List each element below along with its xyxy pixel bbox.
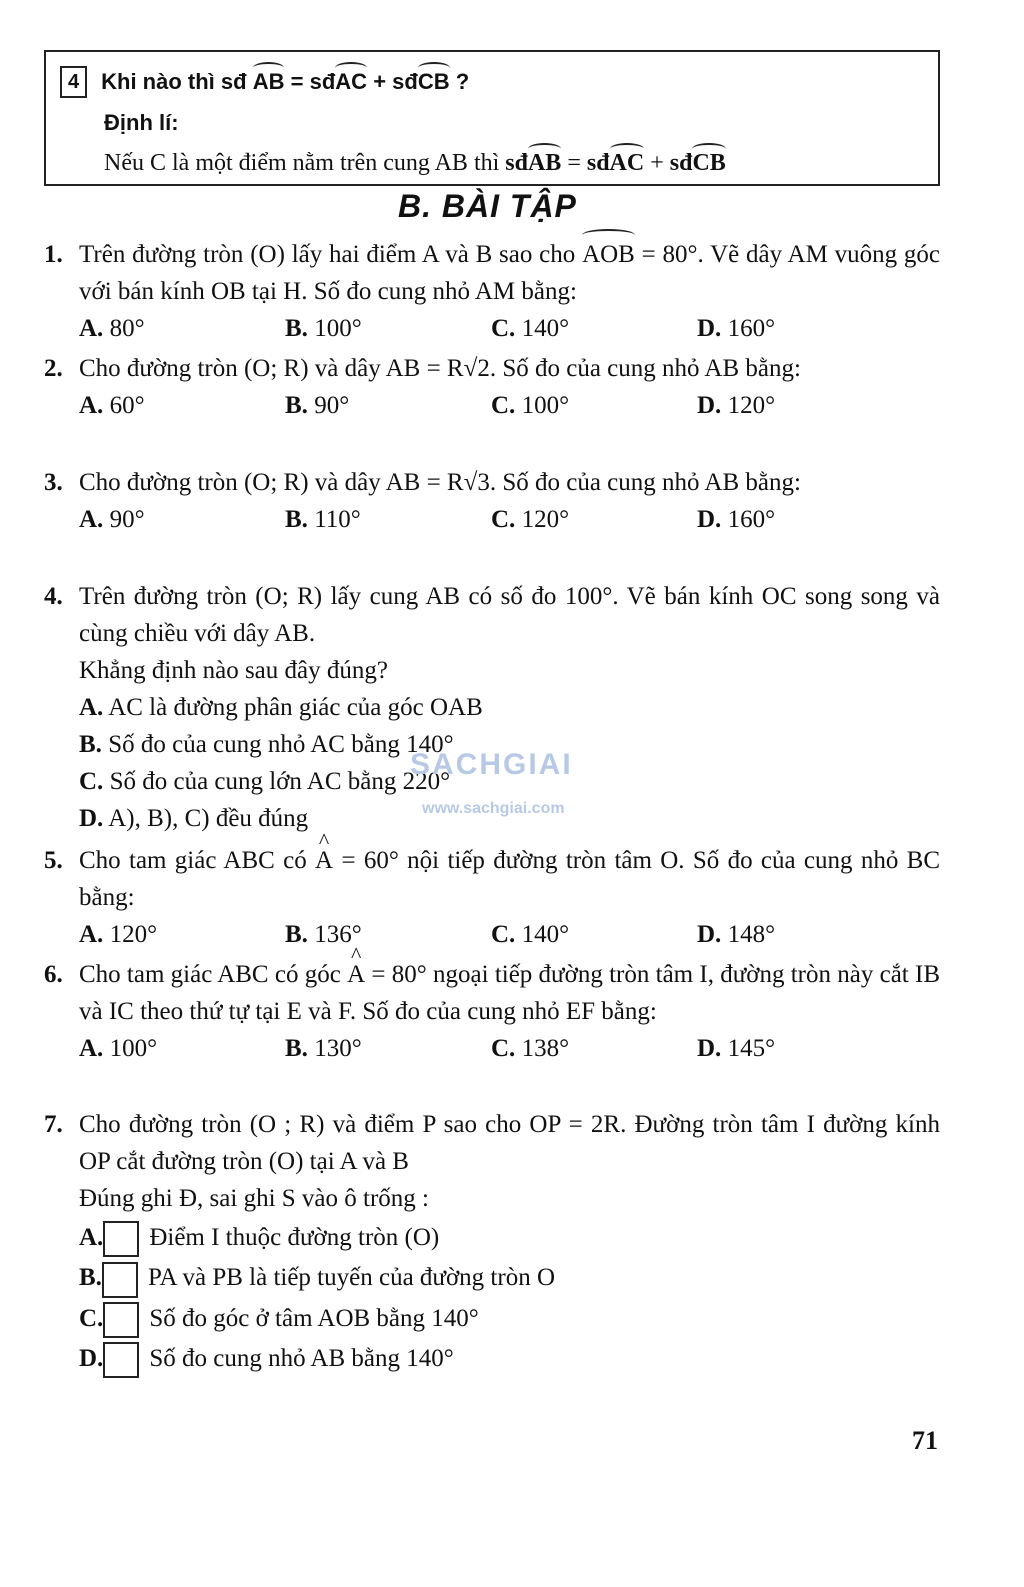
question-prompt: Đúng ghi Đ, sai ghi S vào ô trống : xyxy=(79,1185,429,1212)
option-value: 110° xyxy=(314,506,361,533)
theorem-label: Định lí: xyxy=(104,110,179,135)
arc-ab: AB xyxy=(527,150,562,176)
option-label: A. xyxy=(79,315,104,342)
question-text-part: Cho tam giác ABC có góc xyxy=(79,961,341,988)
option-b xyxy=(285,1030,491,1067)
option-value: 140° xyxy=(521,315,570,342)
option-label: C. xyxy=(491,921,516,948)
section-title: B. BÀI TẬP xyxy=(398,188,577,224)
option-label: B. xyxy=(79,731,102,758)
box-number: 4 xyxy=(60,66,87,98)
option-value: 90° xyxy=(314,392,350,419)
option-b xyxy=(285,916,491,953)
page-number: 71 xyxy=(912,1426,938,1455)
option-b xyxy=(79,1259,940,1297)
option-value: 90° xyxy=(109,506,145,533)
sd-label: sđ xyxy=(309,69,336,94)
answer-checkbox[interactable] xyxy=(102,1262,138,1298)
option-b xyxy=(285,501,491,538)
option-value: 100° xyxy=(521,392,570,419)
option-a xyxy=(79,310,285,347)
sd-label: sđ xyxy=(669,150,693,176)
answer-checkbox[interactable] xyxy=(103,1302,139,1338)
box-question xyxy=(60,66,469,98)
angle-a: ^ A xyxy=(347,956,365,993)
question-3 xyxy=(44,464,940,538)
option-value: 80° xyxy=(109,315,145,342)
question-1 xyxy=(44,236,940,347)
option-d xyxy=(697,916,903,953)
option-value: 100° xyxy=(314,315,362,342)
option-label: B. xyxy=(285,921,308,948)
watermark-url: www.sachgiai.com xyxy=(422,800,565,817)
option-value: 140° xyxy=(521,921,570,948)
eq-sign: = xyxy=(567,150,581,176)
option-value: Số đo cung nhỏ AB bằng 140° xyxy=(149,1344,454,1372)
option-a xyxy=(79,501,285,538)
option-c xyxy=(491,387,697,424)
plus-sign: + xyxy=(650,150,664,176)
question-text-part: = 60° nội tiếp đường tròn tâm O. Số đo của cung nhỏ BC bằng: xyxy=(79,847,941,911)
question-text xyxy=(79,236,940,310)
option-value: AC là đường phân giác của góc OAB xyxy=(108,694,483,721)
option-b xyxy=(285,310,491,347)
option-label: A. xyxy=(79,1224,104,1251)
option-label: C. xyxy=(491,392,516,419)
option-label: C. xyxy=(79,768,104,795)
option-b xyxy=(285,387,491,424)
option-label: B. xyxy=(285,315,308,342)
question-text: Cho đường tròn (O; R) và dây AB = R√3. Số đo của cung nhỏ AB bằng: xyxy=(79,469,801,496)
option-label: C. xyxy=(491,1035,516,1062)
question-text-part: = 80°. Vẽ dây AM vuông góc với bán kính OB tại H. Số đo cung nhỏ AM bằng: xyxy=(79,241,941,305)
question-7 xyxy=(44,1106,940,1378)
option-value: 60° xyxy=(109,392,145,419)
question-number: 5. xyxy=(44,847,63,874)
question-5 xyxy=(44,842,940,953)
option-label: D. xyxy=(697,392,722,419)
options-row xyxy=(79,387,940,424)
question-6 xyxy=(44,956,940,1067)
question-number: 6. xyxy=(44,961,63,988)
watermark xyxy=(410,748,573,818)
option-label: C. xyxy=(491,506,516,533)
question-prompt: Khẳng định nào sau đây đúng? xyxy=(79,657,388,684)
option-label: B. xyxy=(285,506,308,533)
sd-label: sđ xyxy=(392,69,418,94)
arc-aob: AOB xyxy=(582,236,635,273)
question-text: Cho đường tròn (O; R) và dây AB = R√2. Số đo của cung nhỏ AB bằng: xyxy=(79,355,801,382)
option-label: A. xyxy=(79,392,104,419)
option-label: B. xyxy=(79,1264,102,1292)
option-a xyxy=(79,1219,940,1257)
option-d xyxy=(697,1030,903,1067)
box-question-prefix: Khi nào thì sđ xyxy=(101,69,247,94)
option-a xyxy=(79,916,285,953)
theorem-text xyxy=(104,150,726,177)
arc-ab: AB xyxy=(252,69,285,94)
options-row xyxy=(79,310,940,347)
theorem-sentence: Nếu C là một điểm nằm trên cung AB thì xyxy=(104,150,500,176)
option-value: 120° xyxy=(521,506,570,533)
question-number: 3. xyxy=(44,469,63,496)
watermark-logo: SACHGIAI xyxy=(410,748,573,781)
option-d xyxy=(697,310,903,347)
option-value: Số đo của cung nhỏ AC bằng 140° xyxy=(108,731,454,758)
option-value: Số đo của cung lớn AC bằng 220° xyxy=(109,768,451,795)
option-a xyxy=(79,689,940,726)
question-text: Cho đường tròn (O ; R) và điểm P sao cho OP = 2R. Đường tròn tâm I đường kính OP cắt đường tròn (O) tại A và B xyxy=(79,1111,940,1175)
option-label: B. xyxy=(285,1035,308,1062)
option-label: A. xyxy=(79,506,104,533)
option-label: D. xyxy=(697,921,722,948)
question-number: 7. xyxy=(44,1111,63,1138)
eq-sign: = xyxy=(290,69,304,94)
option-label: A. xyxy=(79,921,104,948)
option-a xyxy=(79,387,285,424)
option-c xyxy=(491,916,697,953)
option-label: D. xyxy=(697,506,722,533)
option-label: B. xyxy=(285,392,308,419)
option-value: A), B), C) đều đúng xyxy=(108,805,309,832)
theorem-box xyxy=(44,50,940,186)
question-text xyxy=(79,956,940,1030)
option-c xyxy=(79,1300,940,1338)
arc-cb: CB xyxy=(417,69,450,94)
option-value: 130° xyxy=(314,1035,362,1062)
question-text xyxy=(79,842,940,916)
option-label: C. xyxy=(491,315,516,342)
option-value: PA và PB là tiếp tuyến của đường tròn O xyxy=(147,1264,556,1292)
option-label: A. xyxy=(79,694,104,721)
answer-checkbox[interactable] xyxy=(103,1342,139,1378)
option-value: Điểm I thuộc đường tròn (O) xyxy=(149,1224,440,1251)
option-label: D. xyxy=(79,1344,104,1372)
option-c xyxy=(491,1030,697,1067)
angle-a: ^ A xyxy=(315,842,333,879)
option-value: 100° xyxy=(109,1035,158,1062)
arc-cb: CB xyxy=(692,150,726,176)
option-value: Số đo góc ở tâm AOB bằng 140° xyxy=(149,1304,479,1332)
option-d xyxy=(697,501,903,538)
options-row xyxy=(79,501,940,538)
option-d xyxy=(697,387,903,424)
question-text-part: Trên đường tròn (O) lấy hai điểm A và B sao cho xyxy=(79,241,576,268)
option-value: 138° xyxy=(521,1035,570,1062)
option-value: 120° xyxy=(727,392,776,419)
option-value: 160° xyxy=(727,315,776,342)
arc-ac: AC xyxy=(609,150,645,176)
option-c xyxy=(491,501,697,538)
option-label: D. xyxy=(697,315,722,342)
question-number: 1. xyxy=(44,241,63,268)
option-label: D. xyxy=(697,1035,722,1062)
question-text: Trên đường tròn (O; R) lấy cung AB có số đo 100°. Vẽ bán kính OC song song và cùng chiều với dây AB. xyxy=(79,583,940,647)
option-label: C. xyxy=(79,1304,104,1332)
option-value: 145° xyxy=(727,1035,776,1062)
question-number: 4. xyxy=(44,583,63,610)
option-c xyxy=(491,310,697,347)
plus-sign: + xyxy=(373,69,387,94)
question-text-part: = 80° ngoại tiếp đường tròn tâm I, đường tròn này cắt IB và IC theo thứ tự tại E và F. Số đo của cung nhỏ EF bằng: xyxy=(79,961,941,1025)
question-2 xyxy=(44,350,940,424)
question-text-part: Cho tam giác ABC có xyxy=(79,847,307,874)
sd-label: sđ xyxy=(505,150,528,176)
option-d xyxy=(79,1340,940,1378)
option-label: D. xyxy=(79,805,104,832)
answer-checkbox[interactable] xyxy=(103,1221,139,1257)
option-label: A. xyxy=(79,1035,104,1062)
question-number: 2. xyxy=(44,355,63,382)
option-value: 160° xyxy=(727,506,776,533)
sd-label: sđ xyxy=(586,150,610,176)
option-value: 120° xyxy=(109,921,158,948)
question-mark: ? xyxy=(455,69,470,94)
option-a xyxy=(79,1030,285,1067)
option-value: 148° xyxy=(727,921,776,948)
arc-ac: AC xyxy=(335,69,368,94)
options-row xyxy=(79,1030,940,1067)
options-row xyxy=(79,916,940,953)
option-value: 136° xyxy=(314,921,362,948)
